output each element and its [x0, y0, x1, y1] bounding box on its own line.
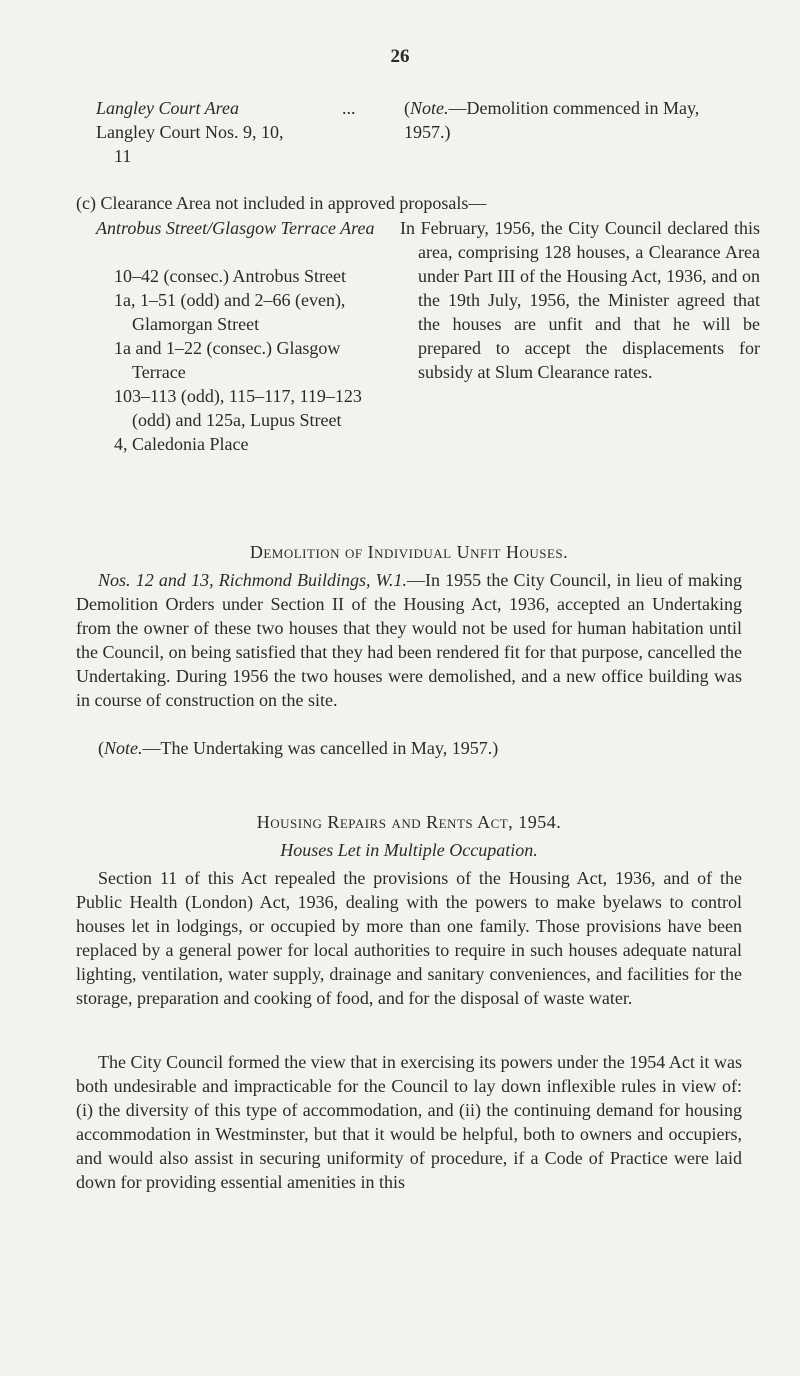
langley-note-label: Note.: [410, 98, 449, 118]
demolition-note-text: —The Undertaking was cancelled in May, 1957.): [142, 738, 499, 758]
demolition-paragraph: [76, 568, 742, 712]
housing-act-subheading: Houses Let in Multiple Occupation.: [280, 840, 538, 860]
clearance-description: In February, 1956, the City Council declared this area, comprising 128 houses, a Clearance Area under Part III of the Housing Act, 1936, and on the 19th July, 1956, the Minister agreed that the houses are unfit and that he will be prepared to accept the displacements for subsidy at Slum Clearance rates.: [400, 218, 760, 382]
demolition-note-label: Note.: [104, 738, 143, 758]
demolition-note: (Note.—The Undertaking was cancelled in May, 1957.): [98, 738, 499, 758]
langley-leader: ...: [342, 98, 356, 118]
langley-area-title: Langley Court Area: [96, 98, 239, 118]
langley-note-text: —Demolition commenced in May, 1957.): [404, 98, 700, 142]
clearance-area-title: Antrobus Street/Glasgow Terrace Area: [96, 218, 375, 238]
clearance-address-item: 1a and 1–22 (consec.) Glasgow Terrace: [114, 338, 341, 382]
demolition-lead: Nos. 12 and 13, Richmond Buildings, W.1.: [98, 570, 407, 590]
clearance-address-item: 4, Caledonia Place: [114, 434, 249, 454]
clearance-address-item: 1a, 1–51 (odd) and 2–66 (even), Glamorgan Street: [114, 290, 346, 334]
clearance-address-list: [114, 264, 394, 456]
housing-act-heading: Housing Repairs and Rents Act, 1954.: [256, 812, 562, 832]
demolition-body: —In 1955 the City Council, in lieu of making Demolition Orders under Section II of the Housing Act, 1936, accepted an Undertaking from the owner of these two houses that they would not be used for human habitation until the Council, on being satisfied that they had been rendered fit for that purpose, cancelled the Undertaking. During 1956 the two houses were demolished, and a new office building was in course of construction on the site.: [76, 570, 743, 710]
housing-act-paragraph-2: The City Council formed the view that in exercising its powers under the 1954 Act it was both undesirable and impracticable for the Council to lay down inflexible rules in view of: (i) the diversity of this type of accommodation, and (ii) the continuing demand for housing accommodation in Westminster, but that it would be helpful, both to owners and occupiers, and would also assist in securing uniformity of procedure, if a Code of Practice were laid down for providing essential amenities in this: [76, 1052, 742, 1192]
langley-note: (Note.—Demolition commenced in May, 1957.): [404, 98, 700, 142]
demolition-heading: Demolition of Individual Unfit Houses.: [249, 542, 569, 562]
housing-act-paragraph-1: Section 11 of this Act repealed the provisions of the Housing Act, 1936, and of the Public Health (London) Act, 1936, dealing with the powers to make byelaws to control houses let in lodgings, or occupied by more than one family. Those provisions have been replaced by a general power for local authorities to require in such houses adequate natural lighting, ventilation, water supply, drainage and sanitary conveniences, and facilities for the storage, preparation and cooking of food, and for the disposal of waste water.: [76, 868, 742, 1008]
clearance-address-item: 10–42 (consec.) Antrobus Street: [114, 266, 346, 286]
page-number: 26: [390, 46, 410, 67]
clearance-address-item: 103–113 (odd), 115–117, 119–123 (odd) and 125a, Lupus Street: [114, 386, 362, 430]
langley-address: Langley Court Nos. 9, 10, 11: [96, 122, 284, 166]
clearance-heading: (c) Clearance Area not included in approved proposals—: [76, 193, 487, 213]
